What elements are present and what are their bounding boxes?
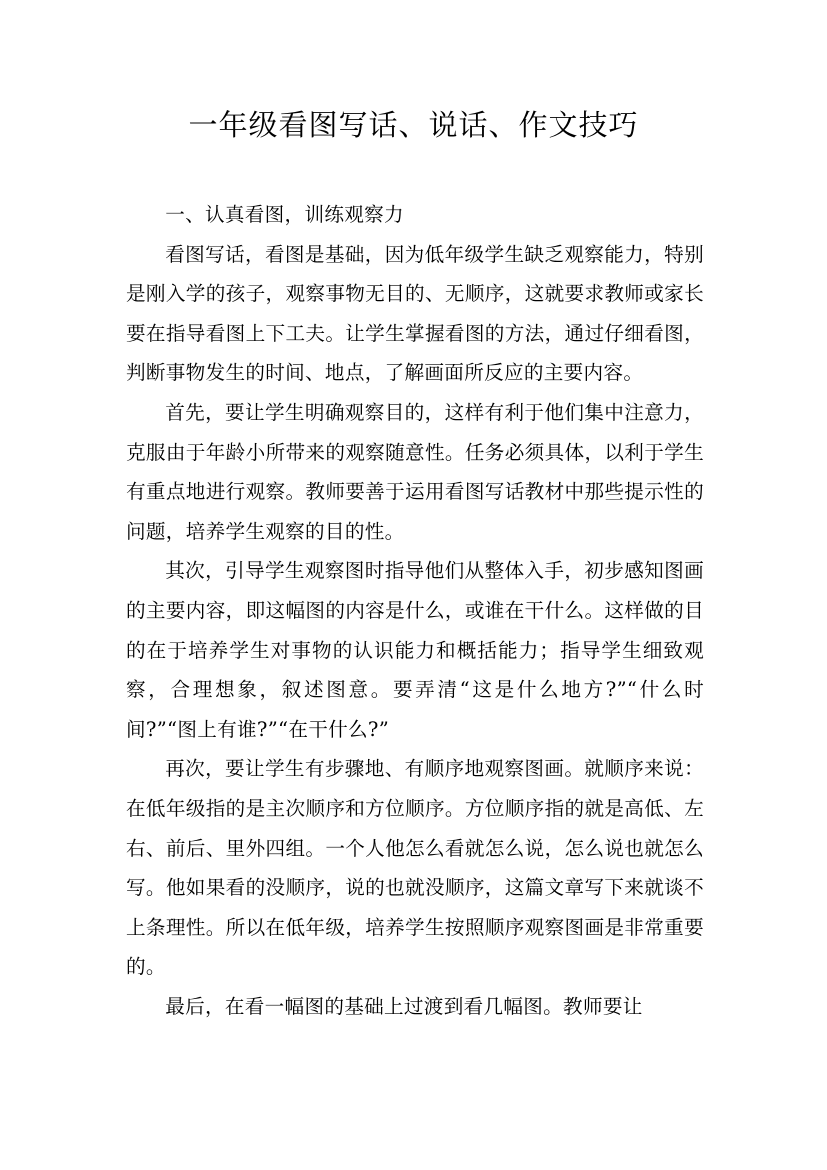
section-heading: 一、认真看图，训练观察力 xyxy=(165,203,404,226)
paragraph: 首先，要让学生明确观察目的，这样有利于他们集中注意力，克服由于年龄小所带来的观察随意性。任务必须具体，以利于学生有重点地进行观察。教师要善于运用看图写话教材中那些提示性的问题，培养学生观察的目的性。 xyxy=(126,400,704,543)
document-body xyxy=(126,195,704,1026)
paragraph: 最后，在看一幅图的基础上过渡到看几幅图。教师要让 xyxy=(165,994,643,1018)
document-title: 一年级看图写话、说话、作文技巧 xyxy=(188,108,639,142)
paragraph: 再次，要让学生有步骤地、有顺序地观察图画。就顺序来说：在低年级指的是主次顺序和方位顺序。方位顺序指的就是高低、左右、前后、里外四组。一个人他怎么看就怎么说，怎么说也就怎么写。他如果看的没顺序，说的也就没顺序，这篇文章写下来就谈不上条理性。所以在低年级，培养学生按照顺序观察图画是非常重要的。 xyxy=(126,757,704,979)
paragraph: 看图写话，看图是基础，因为低年级学生缺乏观察能力，特别是刚入学的孩子，观察事物无目的、无顺序，这就要求教师或家长要在指导看图上下工夫。让学生掌握看图的方法，通过仔细看图，判断事物发生的时间、地点，了解画面所反应的主要内容。 xyxy=(126,242,704,385)
paragraph: 其次，引导学生观察图时指导他们从整体入手，初步感知图画的主要内容，即这幅图的内容是什么，或谁在干什么。这样做的目的在于培养学生对事物的认识能力和概括能力；指导学生细致观察，合理想象，叙述图意。要弄清“这是什么地方?”“什么时间?”“图上有谁?”“在干什么?” xyxy=(126,559,704,741)
